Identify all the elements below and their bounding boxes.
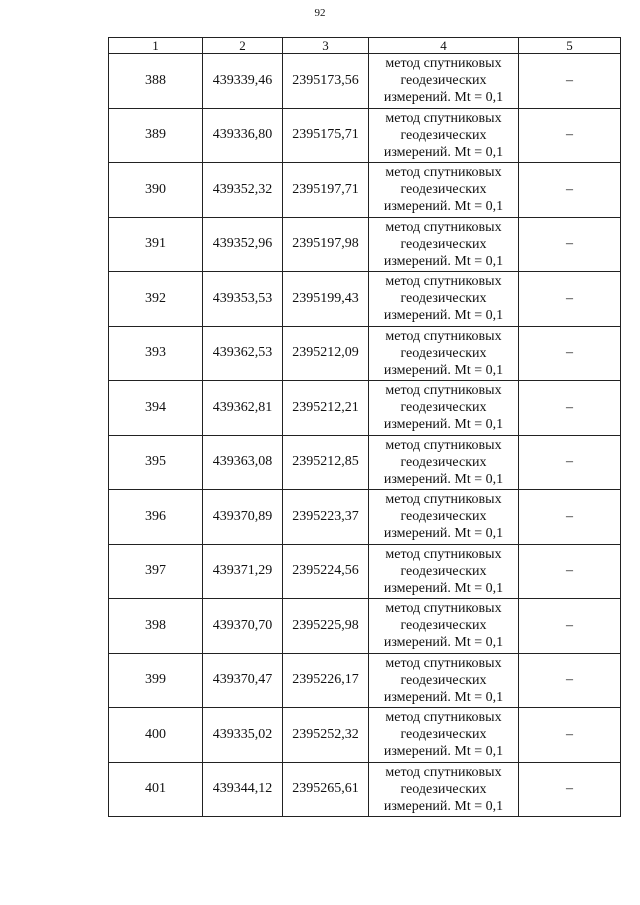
column-header: 5 (519, 38, 621, 54)
table-row (109, 272, 621, 327)
x-coordinate-cell: 439363,08 (203, 435, 283, 490)
point-number-cell: 401 (109, 762, 203, 817)
table-row (109, 54, 621, 109)
method-line: геодезических (400, 781, 487, 797)
method-line: метод спутниковых (385, 710, 502, 726)
method-line: измерений. Mt = 0,1 (383, 199, 504, 215)
table-header-row (109, 38, 621, 54)
method-line: метод спутниковых (385, 274, 502, 290)
method-cell (369, 272, 519, 327)
x-coordinate-cell: 439352,32 (203, 163, 283, 218)
method-line: измерений. Mt = 0,1 (383, 580, 504, 596)
table-row (109, 653, 621, 708)
coordinates-table (108, 37, 621, 817)
note-cell: – (519, 54, 621, 109)
x-coordinate-cell: 439352,96 (203, 217, 283, 272)
method-cell (369, 708, 519, 763)
note-cell: – (519, 381, 621, 436)
note-cell: – (519, 108, 621, 163)
method-line: геодезических (400, 182, 487, 198)
method-line: геодезических (400, 236, 487, 252)
method-line: геодезических (400, 73, 487, 89)
column-header: 3 (283, 38, 369, 54)
method-line: геодезических (400, 127, 487, 143)
method-line: измерений. Mt = 0,1 (383, 471, 504, 487)
method-line: метод спутниковых (385, 437, 502, 453)
note-cell: – (519, 163, 621, 218)
y-coordinate-cell: 2395199,43 (283, 272, 369, 327)
column-header: 2 (203, 38, 283, 54)
method-line: геодезических (400, 454, 487, 470)
method-cell (369, 108, 519, 163)
method-line: измерений. Mt = 0,1 (383, 744, 504, 760)
x-coordinate-cell: 439339,46 (203, 54, 283, 109)
x-coordinate-cell: 439344,12 (203, 762, 283, 817)
method-line: измерений. Mt = 0,1 (383, 689, 504, 705)
method-cell (369, 381, 519, 436)
method-line: геодезических (400, 509, 487, 525)
x-coordinate-cell: 439335,02 (203, 708, 283, 763)
point-number-cell: 388 (109, 54, 203, 109)
method-cell (369, 653, 519, 708)
x-coordinate-cell: 439362,53 (203, 326, 283, 381)
column-header: 4 (369, 38, 519, 54)
point-number-cell: 391 (109, 217, 203, 272)
table-row (109, 381, 621, 436)
note-cell: – (519, 272, 621, 327)
method-line: геодезических (400, 727, 487, 743)
method-cell (369, 762, 519, 817)
method-line: метод спутниковых (385, 219, 502, 235)
method-line: измерений. Mt = 0,1 (383, 635, 504, 651)
point-number-cell: 389 (109, 108, 203, 163)
note-cell: – (519, 490, 621, 545)
method-line: измерений. Mt = 0,1 (383, 90, 504, 106)
point-number-cell: 390 (109, 163, 203, 218)
method-cell (369, 326, 519, 381)
point-number-cell: 397 (109, 544, 203, 599)
note-cell: – (519, 326, 621, 381)
method-cell (369, 544, 519, 599)
y-coordinate-cell: 2395225,98 (283, 599, 369, 654)
point-number-cell: 392 (109, 272, 203, 327)
point-number-cell: 399 (109, 653, 203, 708)
table-row (109, 163, 621, 218)
table-row (109, 326, 621, 381)
x-coordinate-cell: 439370,89 (203, 490, 283, 545)
table-row (109, 544, 621, 599)
table-body (109, 54, 621, 817)
method-cell (369, 217, 519, 272)
method-line: геодезических (400, 563, 487, 579)
method-cell (369, 490, 519, 545)
method-cell (369, 163, 519, 218)
method-line: геодезических (400, 672, 487, 688)
y-coordinate-cell: 2395173,56 (283, 54, 369, 109)
note-cell: – (519, 762, 621, 817)
y-coordinate-cell: 2395226,17 (283, 653, 369, 708)
note-cell: – (519, 544, 621, 599)
method-line: метод спутниковых (385, 492, 502, 508)
y-coordinate-cell: 2395197,71 (283, 163, 369, 218)
method-cell (369, 435, 519, 490)
x-coordinate-cell: 439370,70 (203, 599, 283, 654)
method-line: метод спутниковых (385, 655, 502, 671)
table-row (109, 490, 621, 545)
note-cell: – (519, 653, 621, 708)
method-line: измерений. Mt = 0,1 (383, 417, 504, 433)
table-row (109, 108, 621, 163)
method-cell (369, 599, 519, 654)
method-line: геодезических (400, 291, 487, 307)
x-coordinate-cell: 439371,29 (203, 544, 283, 599)
point-number-cell: 396 (109, 490, 203, 545)
y-coordinate-cell: 2395223,37 (283, 490, 369, 545)
table-row (109, 217, 621, 272)
table-row (109, 762, 621, 817)
y-coordinate-cell: 2395197,98 (283, 217, 369, 272)
page-number: 92 (314, 7, 326, 19)
method-line: метод спутниковых (385, 546, 502, 562)
method-line: измерений. Mt = 0,1 (383, 308, 504, 324)
note-cell: – (519, 435, 621, 490)
x-coordinate-cell: 439353,53 (203, 272, 283, 327)
y-coordinate-cell: 2395212,09 (283, 326, 369, 381)
point-number-cell: 400 (109, 708, 203, 763)
point-number-cell: 393 (109, 326, 203, 381)
point-number-cell: 398 (109, 599, 203, 654)
note-cell: – (519, 708, 621, 763)
method-cell (369, 54, 519, 109)
y-coordinate-cell: 2395212,85 (283, 435, 369, 490)
x-coordinate-cell: 439362,81 (203, 381, 283, 436)
method-line: метод спутниковых (385, 165, 502, 181)
method-line: метод спутниковых (385, 56, 502, 72)
method-line: метод спутниковых (385, 601, 502, 617)
note-cell: – (519, 217, 621, 272)
table-row (109, 599, 621, 654)
method-line: измерений. Mt = 0,1 (383, 798, 504, 814)
x-coordinate-cell: 439336,80 (203, 108, 283, 163)
method-line: геодезических (400, 345, 487, 361)
method-line: измерений. Mt = 0,1 (383, 253, 504, 269)
method-line: геодезических (400, 618, 487, 634)
table-row (109, 708, 621, 763)
method-line: метод спутниковых (385, 383, 502, 399)
y-coordinate-cell: 2395265,61 (283, 762, 369, 817)
method-line: метод спутниковых (385, 328, 502, 344)
y-coordinate-cell: 2395212,21 (283, 381, 369, 436)
y-coordinate-cell: 2395224,56 (283, 544, 369, 599)
method-line: геодезических (400, 400, 487, 416)
y-coordinate-cell: 2395175,71 (283, 108, 369, 163)
method-line: измерений. Mt = 0,1 (383, 526, 504, 542)
method-line: измерений. Mt = 0,1 (383, 144, 504, 160)
x-coordinate-cell: 439370,47 (203, 653, 283, 708)
column-header: 1 (109, 38, 203, 54)
method-line: метод спутниковых (385, 110, 502, 126)
point-number-cell: 395 (109, 435, 203, 490)
table-row (109, 435, 621, 490)
method-line: метод спутниковых (385, 764, 502, 780)
note-cell: – (519, 599, 621, 654)
method-line: измерений. Mt = 0,1 (383, 362, 504, 378)
point-number-cell: 394 (109, 381, 203, 436)
y-coordinate-cell: 2395252,32 (283, 708, 369, 763)
